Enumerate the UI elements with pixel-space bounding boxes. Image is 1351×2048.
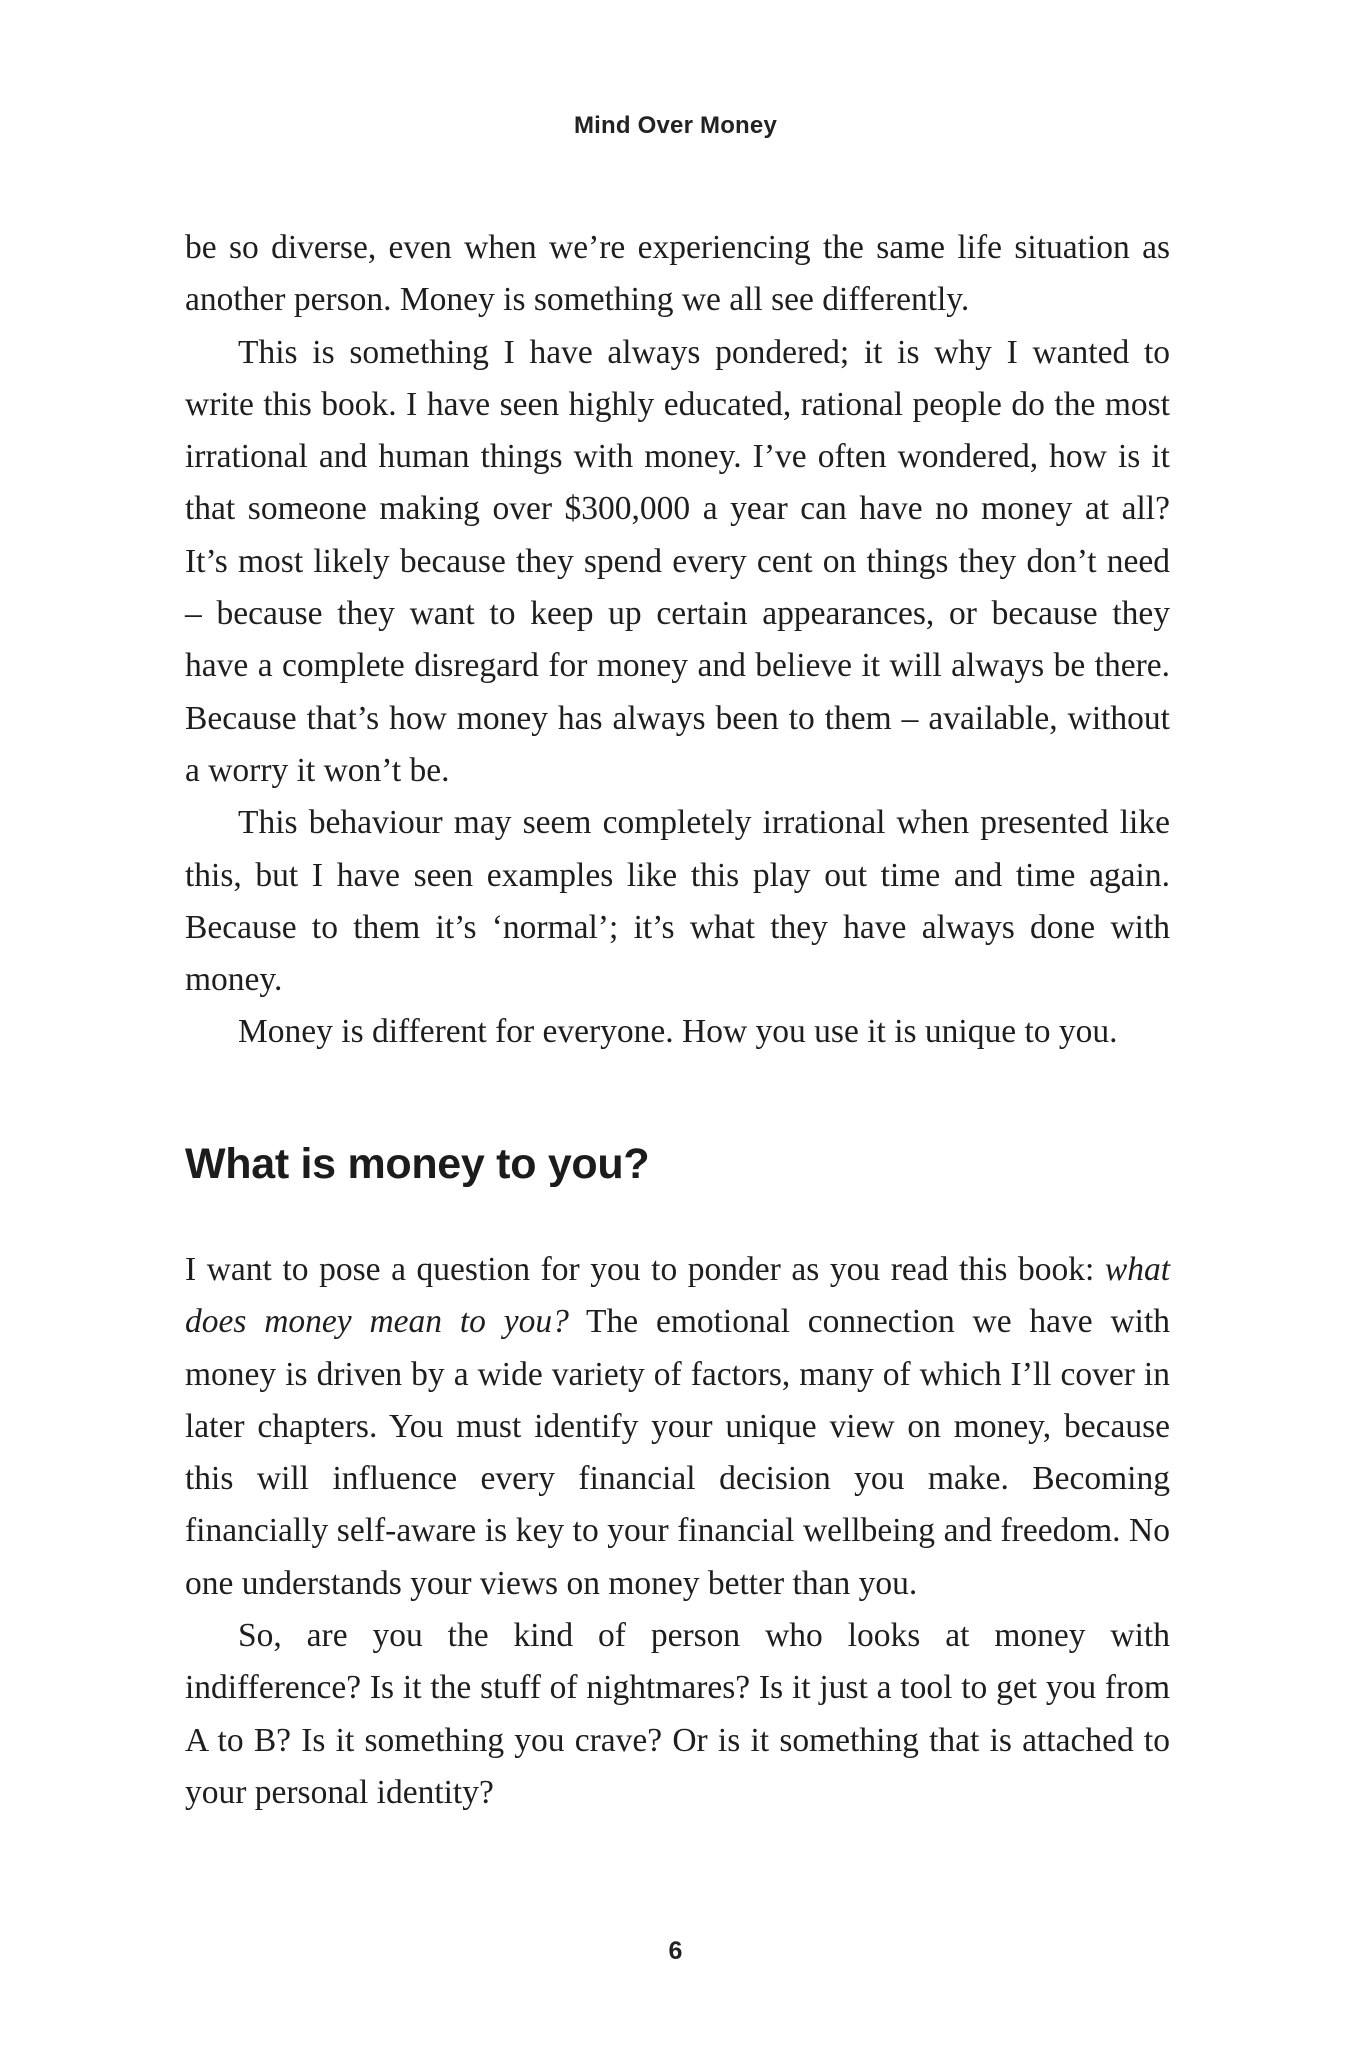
italic-question: what does money mean to you? xyxy=(185,1251,1170,1341)
paragraph: This is something I have always pondered; it is why I wanted to write this book. I have seen highly educated, rational people do the most irrational and human things with money. I’ve often wondered, how is it that someone making over $300,000 a year can have no money at all? It’s most likely because they spend every cent on things they don’t need – because they want to keep up certain appearances, or because they have a complete disregard for money and believe it will always be there. Because that’s how money has always been to them – available, without a worry it won’t be. xyxy=(185,333,1170,789)
paragraph-rest-text: The emotional connection we have with money is driven by a wide variety of factors, many of which I’ll cover in later chapters. You must identify your unique view on money, because this will influence every financial decision you make. Becoming financially self-aware is key to your financial wellbeing and freedom. No one understands your views on money better than you. xyxy=(185,1303,1171,1602)
paragraph-continuation: be so diverse, even when we’re experiencing the same life situation as another person. Money is something we all see differently. xyxy=(185,229,1170,319)
body-text-top xyxy=(185,222,1170,1059)
section-heading: What is money to you? xyxy=(185,1140,650,1188)
paragraph xyxy=(185,1244,1170,1610)
paragraph: Money is different for everyone. How you use it is unique to you. xyxy=(238,1013,1118,1051)
paragraph: This behaviour may seem completely irrational when presented like this, but I have seen examples like this play out time and time again. Because to them it’s ‘normal’; it’s what they have always done with money. xyxy=(185,804,1170,999)
page-number: 6 xyxy=(668,1937,683,1965)
running-head: Mind Over Money xyxy=(573,112,778,139)
section-body-text xyxy=(185,1244,1170,1819)
paragraph-lead-text: I want to pose a question for you to ponder as you read this book: xyxy=(185,1251,1105,1288)
paragraph: So, are you the kind of person who looks at money with indifference? Is it the stuff of nightmares? Is it just a tool to get you from A to B? Is it something you crave? Or is it something that is attached to your personal identity? xyxy=(185,1617,1170,1811)
